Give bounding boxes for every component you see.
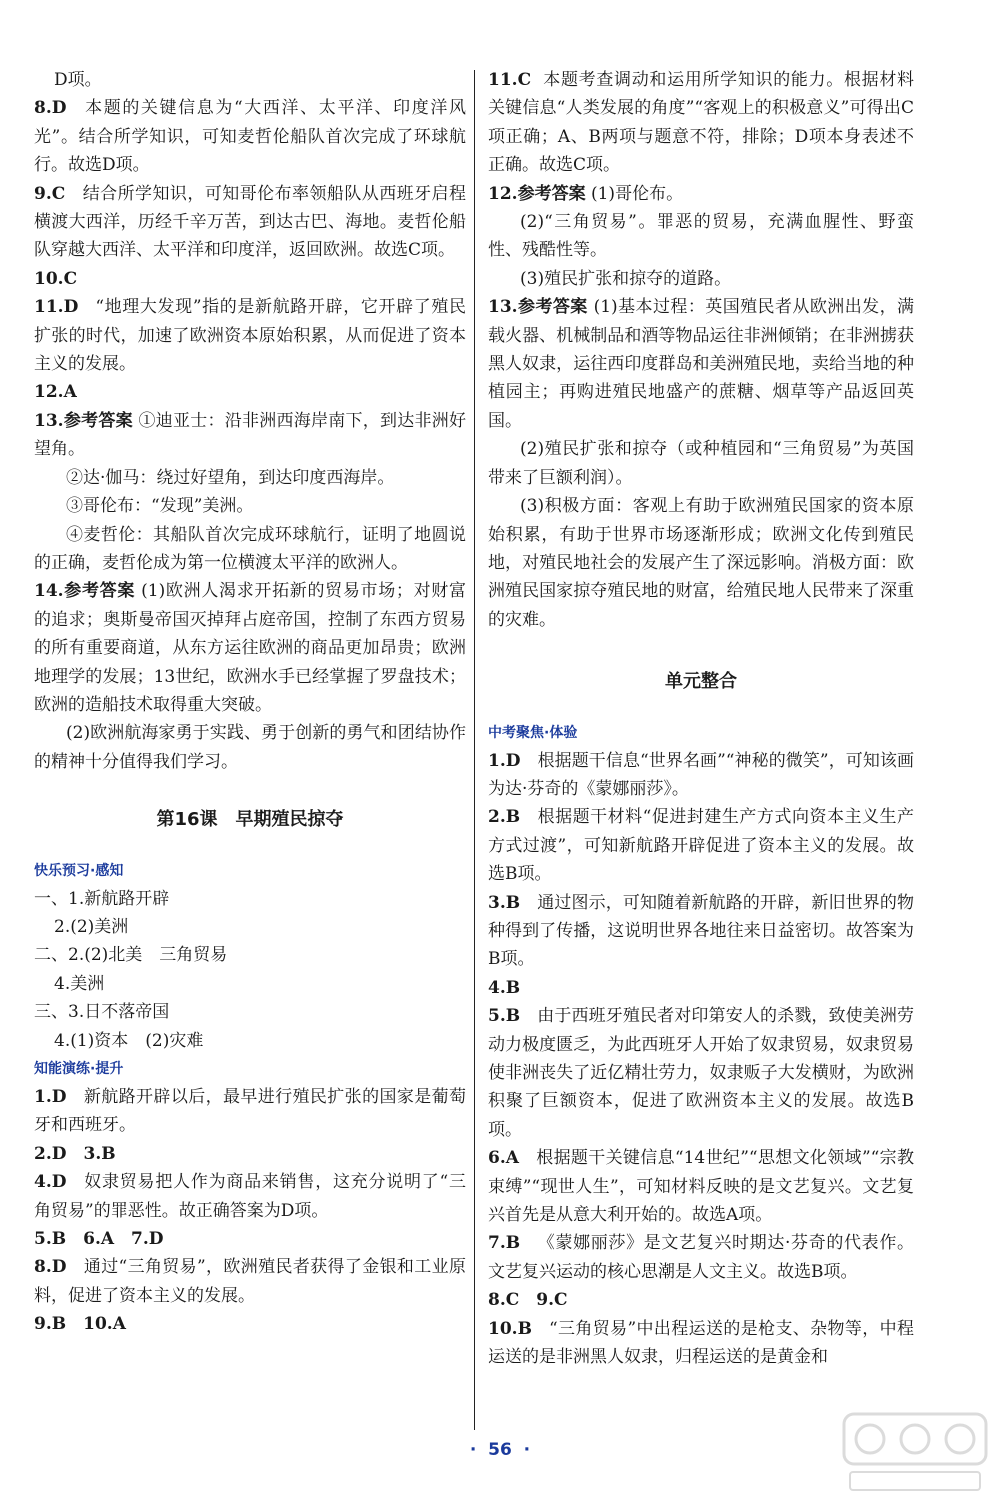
practice-answer-list [34,1083,466,1339]
preview-item: 一、1.新航路开辟 [34,888,170,909]
unit-title: 单元整合 [665,671,737,693]
answer-14: 14.参考答案 (1)欧洲人渴求开拓新的贸易市场；对财富的追求；奥斯曼帝国灭掉拜占庭帝国，控制了东西方贸易的所有重要商道，从东方运往欧洲的商品更加昂贵；欧洲地理学的发展；13世纪，欧洲水手已经掌握了罗盘技术；欧洲的造船技术取得重大突破。 [34,581,467,715]
answer-item-text: 结合所学知识，可知哥伦布率领船队从西班牙启程横渡大西洋，历经千辛万苦，到达古巴、海地。麦哲伦船队穿越大西洋、太平洋和印度洋，返回欧洲。故选C项。 [34,183,466,261]
preview-item: 三、3.日不落帝国 [34,1002,170,1023]
answer-item [34,265,466,293]
practice-item [34,1253,466,1310]
exam-item [488,803,914,888]
exam-item-number: 10.B [488,1318,532,1339]
preview-item: 二、2.(2)北美 三角贸易 [34,945,228,966]
answer-11: 11.C 本题考查调动和运用所学知识的能力。根据材料关键信息“人类发展的角度”“客观上的积极意义”可得出C项正确；A、B两项与题意不符，排除；D项本身表述不正确。故选C项。 [488,70,915,176]
answer-item-number: 8.D [34,98,67,119]
practice-item [34,1140,466,1168]
lesson-title: 第16课 早期殖民掠夺 [156,809,344,831]
answer-item [34,66,466,94]
answer-13-right: 13.参考答案 (1)基本过程：英国殖民者从欧洲出发，满载火器、机械制品和酒等物品运往非洲倾销；在非洲掳获黑人奴隶，运往西印度群岛和美洲殖民地，卖给当地的种植园主；再购进殖民地盛产的蔗糖、烟草等产品返回英国。 [488,297,915,431]
answer-item-number: 10.C [34,268,78,289]
answer-item [34,378,466,406]
exam-item-text: “三角贸易”中出程运送的是枪支、杂物等，中程运送的是非洲黑人奴隶，归程运送的是黄金和 [488,1318,914,1368]
practice-item-number: 5.B 6.A 7.D [34,1229,164,1250]
exam-item-text: 根据题干关键信息“14世纪”“思想文化领域”“宗教束缚”“现世人生”，可知材料反映的是文艺复兴。文艺复兴首先是从意大利开始的。故选A项。 [488,1148,914,1226]
practice-section-heading: 知能演练·提升 [34,1061,124,1077]
page-number: · 56 · [469,1440,531,1460]
exam-item-number: 3.B [488,892,521,913]
exam-item [488,1315,914,1372]
answer-13: 13.参考答案 ①迪亚士：沿非洲西海岸南下，到达非洲好望角。 [34,410,467,460]
answer-13-right-item: (3)积极方面：客观上有助于欧洲殖民国家的资本原始积累，有助于世界市场逐渐形成；欧洲文化传到殖民地，对殖民地社会的发展产生了深远影响。消极方面：欧洲殖民国家掠夺殖民地的财富，给殖民地人民带来了深重的灾难。 [488,496,914,630]
preview-item: 2.(2)美洲 [54,916,129,937]
answer-12-item: (3)殖民扩张和掠夺的道路。 [520,268,732,289]
practice-item-number: 8.D [34,1257,67,1278]
preview-item: 4.(1)资本 (2)灾难 [54,1030,204,1051]
answer-item-text: 本题的关键信息为“大西洋、太平洋、印度洋风光”。结合所学知识，可知麦哲伦船队首次完成了环球航行。故选D项。 [34,98,466,176]
practice-item-number: 4.D [34,1172,67,1193]
answer-item-text: D项。 [54,70,102,90]
exam-item-number: 8.C 9.C [488,1290,568,1311]
preview-item: 4.美洲 [54,973,105,994]
answer-item-number: 11.D [34,297,79,318]
watermark-logo [840,1408,990,1498]
exam-item [488,889,914,974]
right-column [488,66,914,1371]
answer-12-item: (2)“三角贸易”。罪恶的贸易，充满血腥性、野蛮性、残酷性等。 [488,212,914,261]
exam-item [488,974,914,1002]
exam-item-text: 由于西班牙殖民者对印第安人的杀戮，致使美洲劳动力极度匮乏，为此西班牙人开始了奴隶贸易，奴隶贸易使非洲丧失了近亿精壮劳力，奴隶贩子大发横财，为欧洲积聚了巨额资本，促进了欧洲资本主义的发展。故选B项。 [488,1006,914,1140]
left-answer-list [34,66,466,407]
practice-item-text: 奴隶贸易把人作为商品来销售，这充分说明了“三角贸易”的罪恶性。故正确答案为D项。 [34,1172,466,1221]
exam-item-number: 6.A [488,1148,519,1169]
answer-13-item: ④麦哲伦：其船队首次完成环球航行，证明了地圆说的正确，麦哲伦成为第一位横渡太平洋的欧洲人。 [34,524,466,573]
practice-item-number: 9.B 10.A [34,1314,126,1335]
exam-item [488,1229,914,1286]
practice-item [34,1083,466,1140]
practice-item [34,1225,466,1253]
practice-item [34,1310,466,1338]
exam-item-number: 5.B [488,1006,521,1027]
practice-item [34,1168,466,1225]
practice-item-text: 新航路开辟以后，最早进行殖民扩张的国家是葡萄牙和西班牙。 [34,1087,466,1136]
exam-item [488,1002,914,1144]
exam-item-text: 根据题干信息“世界名画”“神秘的微笑”，可知该画为达·芬奇的《蒙娜丽莎》。 [488,750,914,799]
answer-item-text: “地理大发现”指的是新航路开辟，它开辟了殖民扩张的时代，加速了欧洲资本原始积累，从而促进了资本主义的发展。 [34,297,466,375]
preview-answer-list [34,885,466,1055]
answer-13-item: ②达·伽马：绕过好望角，到达印度西海岸。 [66,467,395,488]
answer-item-number: 12.A [34,382,77,403]
answer-13-right-item: (2)殖民扩张和掠夺（或种植园和“三角贸易”为英国带来了巨额利润）。 [488,439,914,488]
answer-13-item: ③哥伦布：“发现”美洲。 [66,496,254,517]
practice-item-text: 通过“三角贸易”，欧洲殖民者获得了金银和工业原料，促进了资本主义的发展。 [34,1257,466,1306]
exam-item-number: 7.B [488,1233,521,1254]
exam-item-text: 通过图示，可知随着新航路的开辟，新旧世界的物种得到了传播，这说明世界各地往来日益密切。故答案为B项。 [488,892,914,970]
answer-item [34,293,466,378]
exam-item-number: 2.B [488,807,521,828]
practice-item-number: 2.D 3.B [34,1143,116,1164]
answer-14-part2: (2)欧洲航海家勇于实践、勇于创新的勇气和团结协作的精神十分值得我们学习。 [34,723,466,772]
exam-item-number: 4.B [488,977,521,998]
exam-item [488,1286,914,1314]
exam-item [488,747,914,804]
exam-answer-list [488,747,914,1372]
column-divider [474,70,475,1430]
exam-item-number: 1.D [488,750,521,771]
practice-item-number: 1.D [34,1087,67,1107]
answer-item-number: 9.C [34,183,66,204]
exam-item-text: 根据题干材料“促进封建生产方式向资本主义生产方式过渡”，可知新航路开辟促进了资本主义的发展。故选B项。 [488,807,914,885]
answer-12: 12.参考答案 (1)哥伦布。 [488,183,684,204]
exam-item-text: 《蒙娜丽莎》是文艺复兴时期达·芬奇的代表作。文艺复兴运动的核心思潮是人文主义。故选B项。 [488,1233,914,1282]
preview-section-heading: 快乐预习·感知 [34,862,124,879]
answer-item [34,94,466,179]
exam-item [488,1144,914,1229]
answer-item [34,180,466,265]
left-column [34,66,466,1339]
exam-section-heading: 中考聚焦·体验 [488,724,578,741]
